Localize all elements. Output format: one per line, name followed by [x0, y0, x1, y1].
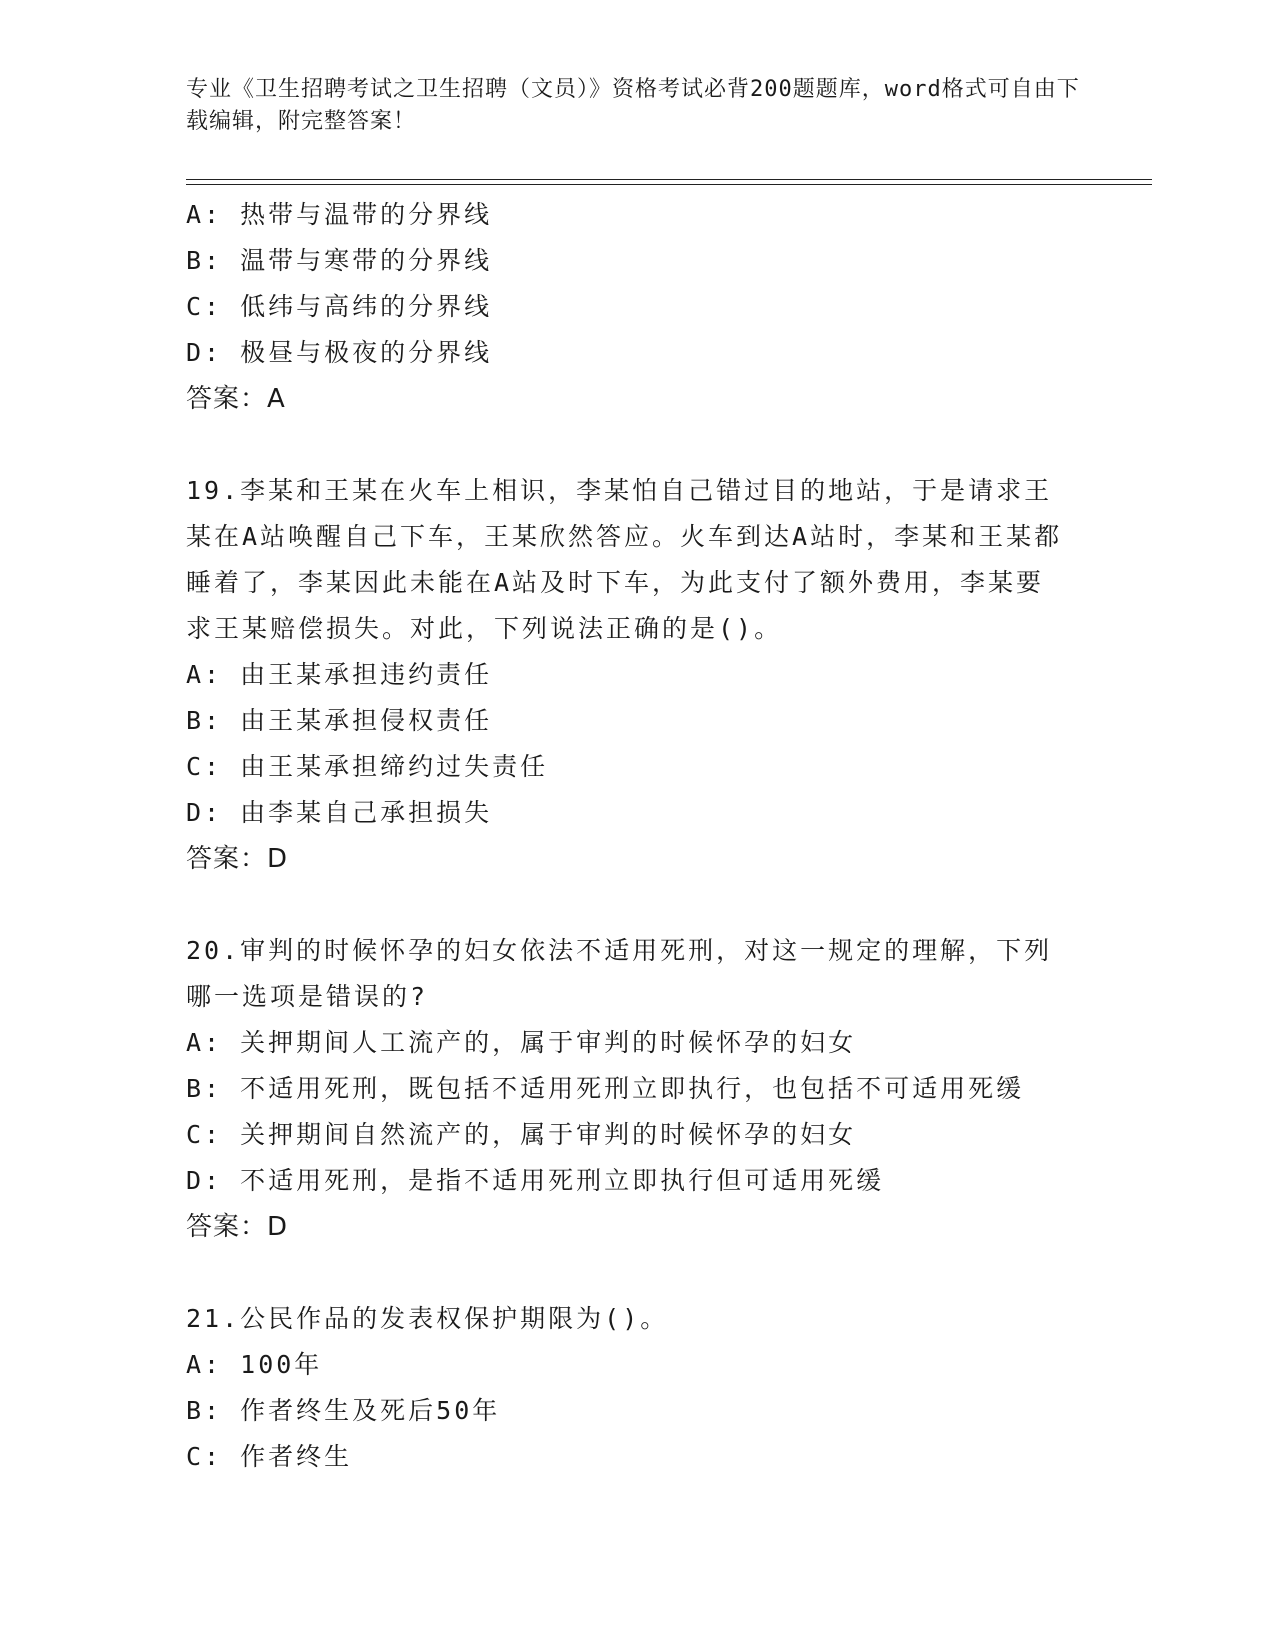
question-content — [186, 192, 1086, 1480]
option-c: C: 关押期间自然流产的，属于审判的时候怀孕的妇女 — [186, 1120, 857, 1149]
option-a: A: 关押期间人工流产的，属于审判的时候怀孕的妇女 — [186, 1028, 857, 1057]
option-c: C: 由王某承担缔约过失责任 — [186, 752, 549, 781]
question-text: 21.公民作品的发表权保护期限为()。 — [186, 1304, 669, 1333]
question-20 — [186, 928, 1086, 1250]
option-b: B: 温带与寒带的分界线 — [186, 246, 493, 275]
option-a: A: 由王某承担违约责任 — [186, 660, 493, 689]
option-c: C: 作者终生 — [186, 1442, 353, 1471]
option-d: D: 由李某自己承担损失 — [186, 798, 493, 827]
header-rule-bottom — [186, 184, 1152, 185]
prev-question — [186, 192, 1086, 422]
option-b: B: 由王某承担侵权责任 — [186, 706, 493, 735]
option-c: C: 低纬与高纬的分界线 — [186, 292, 493, 321]
document-header: 专业《卫生招聘考试之卫生招聘（文员）》资格考试必背200题题库，word格式可自由下载编辑，附完整答案！ — [186, 77, 1080, 134]
option-a: A: 100年 — [186, 1350, 323, 1379]
option-d: D: 极昼与极夜的分界线 — [186, 338, 493, 367]
question-text: 19.李某和王某在火车上相识，李某怕自己错过目的地站，于是请求王某在A站唤醒自己下车，王某欣然答应。火车到达A站时，李某和王某都睡着了，李某因此未能在A站及时下车，为此支付了额外费用，李某要求王某赔偿损失。对此，下列说法正确的是()。 — [186, 476, 1063, 643]
spacer — [186, 1250, 1086, 1296]
option-b: B: 作者终生及死后50年 — [186, 1396, 501, 1425]
question-21 — [186, 1296, 1086, 1480]
answer-line: 答案：A — [186, 384, 286, 414]
answer-line: 答案：D — [186, 1212, 289, 1242]
answer-line: 答案：D — [186, 844, 289, 874]
option-a: A: 热带与温带的分界线 — [186, 200, 493, 229]
question-text: 20.审判的时候怀孕的妇女依法不适用死刑，对这一规定的理解，下列哪一选项是错误的? — [186, 936, 1053, 1011]
question-19 — [186, 468, 1086, 882]
spacer — [186, 882, 1086, 928]
option-d: D: 不适用死刑，是指不适用死刑立即执行但可适用死缓 — [186, 1166, 885, 1195]
header-rule-top — [186, 179, 1152, 180]
spacer — [186, 422, 1086, 468]
option-b: B: 不适用死刑，既包括不适用死刑立即执行，也包括不可适用死缓 — [186, 1074, 1025, 1103]
